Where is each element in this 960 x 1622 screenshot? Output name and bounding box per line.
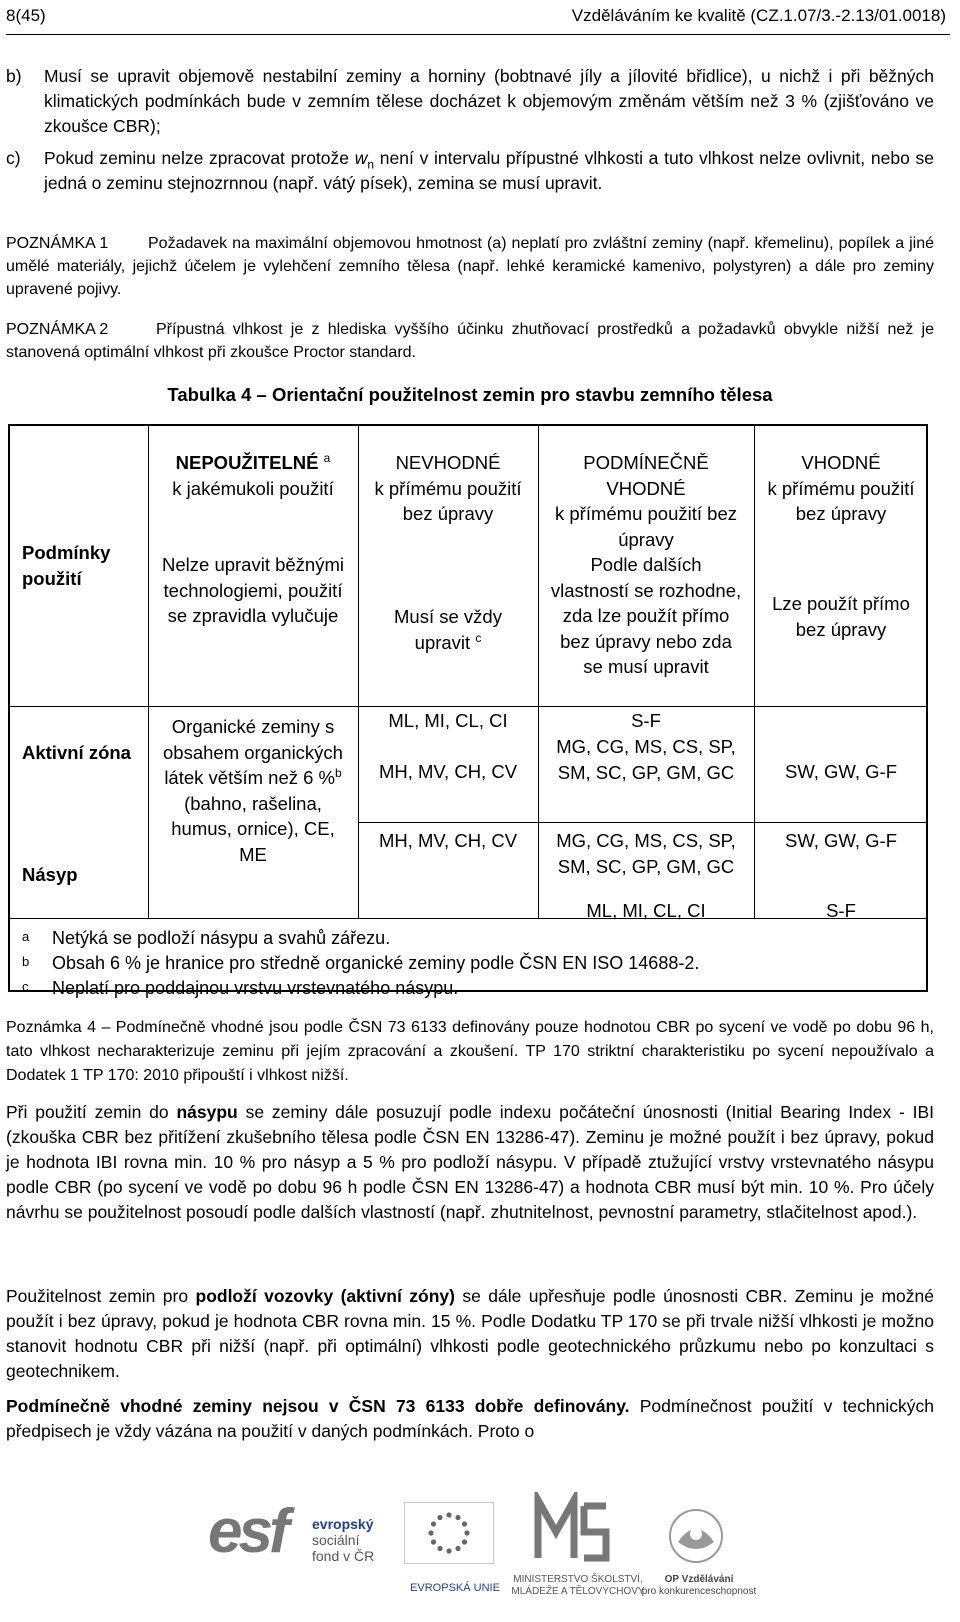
col2-embankment: MH, MV, CH, CV: [378, 830, 518, 851]
col4-condition: Lze použít přímo bez úpravy: [772, 593, 910, 640]
row-divider: [358, 822, 926, 823]
col2-header: NEVHODNÉ k přímému použití bez úpravy: [374, 452, 522, 524]
note-1: [6, 232, 934, 301]
col3-condition: Podle dalších vlastností se rozhodne, zda lze použít přímo bez úpravy nebo zda se musí upravit: [550, 554, 742, 677]
note-2: [6, 318, 934, 364]
col-divider: [538, 426, 539, 918]
note-tag: POZNÁMKA 2: [6, 321, 109, 338]
list-item-c: [6, 146, 934, 196]
col2-active-1: ML, MI, CL, CI: [388, 710, 508, 731]
col1-header: NEPOUŽITELNÉ $^a$ k jakémukoli použití: [172, 450, 334, 499]
col3-header: PODMÍNEČNĚ VHODNÉ k přímému použití bez úpravy: [555, 452, 737, 550]
project-title: Vzděláváním ke kvalitě (CZ.1.07/3.-2.13/01.0018): [571, 6, 946, 25]
col1-soils: Organické zeminy s obsahem organických látek větším než 6 %$^b$ (bahno, rašelina, humus, ornice), CE, ME: [163, 716, 343, 865]
col3-embankment-1: MG, CG, MS, CS, SP, SM, SC, GP, GM, GC: [556, 830, 736, 877]
op-vk-emblem-icon: [668, 1508, 724, 1564]
col-divider: [754, 426, 755, 918]
col4-embankment-2: S-F: [826, 900, 856, 921]
footnote-c: c Neplatí pro poddajnou vrstvu vrstevnatého násypu.: [22, 978, 459, 998]
page-number: 8(45): [6, 6, 46, 25]
list-text: Pokud zeminu nelze zpracovat protože $w_n$ není v intervalu přípustné vlhkosti a tuto vlhkost nelze ovlivnit, nebo se jedná o zeminu stejnozrnnou (např. vátý písek), zemina se musí upravit.: [44, 148, 935, 193]
paragraph-conditional: Podmínečně vhodné zeminy nejsou v ČSN 73 6133 dobře definovány. Podmínečnost použití v technických předpisech je vždy vázána na použití v daných podmínkách. Proto o: [6, 1396, 935, 1441]
col-divider: [358, 426, 359, 918]
esf-logo: esf evropský sociální fond v ČR: [208, 1497, 375, 1566]
eu-logo: EVROPSKÁ UNIE: [390, 1488, 510, 1608]
note-text: Přípustná vlhkost je z hlediska vyššího účinku zhutňovací prostředků a požadavků obvykle nižší než je stanovená optimální vlhkost při zkoušce Proctor standard.: [6, 321, 934, 361]
col2-condition: Musí se vždy upravit $^c$: [394, 606, 502, 653]
paragraph-subgrade: Použitelnost zemin pro podloží vozovky (aktivní zóny) se dále upřesňuje podle únosnosti CBR. Zeminu je možné použít i bez úpravy, pokud je hodnota CBR rovna min. 15 %. Podle Dodatku TP 170 se při trvale nižší vlhkosti je možno stanovit hodnotu CBR při nižší (např. při optimální) vlhkosti podle geotechnického průzkumu nebo po konzultaci s geotechnikem.: [6, 1286, 934, 1381]
col-divider: [148, 426, 149, 918]
col4-active: SW, GW, G-F: [784, 761, 898, 782]
note-text: Požadavek na maximální objemovou hmotnost (a) neplatí pro zvláštní zeminy (např. křemelinu), popílek a jiné umělé materiály, jejichž účelem je vylehčení zemního tělesa (např. lehké keramické kamenivo, polystyren) a dále pro zeminy upravené pojivy.: [6, 235, 934, 298]
header-divider: [6, 34, 950, 35]
list-label: b): [6, 66, 22, 86]
col3-embankment-2: ML, MI, CL, CI: [586, 900, 706, 921]
note-tag: POZNÁMKA 1: [6, 235, 109, 252]
eu-flag-icon: [404, 1502, 494, 1564]
msmt-emblem-icon: [534, 1492, 614, 1562]
col1-condition: Nelze upravit běžnými technologiemi, použití se zpravidla vylučuje: [162, 554, 344, 626]
col3-active-2: MG, CG, MS, CS, SP, SM, SC, GP, GM, GC: [556, 736, 736, 783]
msmt-logo: MINISTERSTVO ŠKOLSTVÍ, MLÁDEŽE A TĚLOVÝCHOVY: [508, 1488, 638, 1612]
row-label-embankment: Násyp: [22, 864, 78, 885]
table-caption: Tabulka 4 – Orientační použitelnost zemin pro stavbu zemního tělesa: [167, 384, 773, 405]
footer-logos: [0, 1468, 960, 1618]
paragraph-embankment: Při použití zemin do násypu se zeminy dále posuzují podle indexu počáteční únosnosti (Initial Bearing Index - IBI (zkouška CBR bez přitížení zkušebního tělesa podle ČSN EN 13286-47). Zeminu je možné použít i bez úpravy, pokud je hodnota IBI rovna min. 10 % pro násyp a 5 % pro podloží násypu. V případě ztužující vrstvy vrstevnatého násypu podle CBR (po sycení ve vodě po dobu 96 h podle ČSN EN 13286-47) a hodnota CBR musí být min. 10 %. Pro účely návrhu se použitelnost posoudí podle dalších vlastností (např. zhutnitelnost, pevnostní parametry, stlačitelnost apod.).: [6, 1102, 935, 1222]
note-4: Poznámka 4 – Podmínečně vhodné jsou podle ČSN 73 6133 definovány pouze hodnotou CBR po sycení ve vodě po dobu 96 h, tato vlhkost necharakterizuje zeminu při jejím zpracování a zkoušení. TP 170 striktní charakteristiku po sycení nepoužívalo a Dodatek 1 TP 170: 2010 připouští i vlhkost nižší.: [6, 1019, 934, 1084]
row-divider: [10, 706, 926, 707]
col4-embankment-1: SW, GW, G-F: [784, 830, 898, 851]
footnote-b: b Obsah 6 % je hranice pro středně organické zeminy podle ČSN EN ISO 14688-2.: [22, 953, 700, 973]
col4-header: VHODNÉ k přímému použití bez úpravy: [767, 452, 915, 524]
row-label-conditions: Podmínky použití: [22, 542, 111, 589]
list-text: Musí se upravit objemově nestabilní zeminy a horniny (bobtnavé jíly a jílovité břidlice), u nichž i při běžných klimatických podmínkách bude v zemním tělese docházet k objemovým změnám větším než 3 % (zjišťováno ve zkoušce CBR);: [44, 66, 934, 136]
col3-active-1: S-F: [631, 710, 661, 731]
usability-table: [8, 424, 928, 998]
row-label-active-zone: Aktivní zóna: [22, 742, 131, 763]
op-vk-logo: OP Vzdělávání pro konkurenceschopnost: [634, 1488, 764, 1612]
col2-active-2: MH, MV, CH, CV: [378, 761, 518, 782]
list-item-b: [6, 64, 934, 139]
footnote-a: a Netýká se podloží násypu a svahů zářezu.: [22, 928, 391, 948]
list-label: c): [6, 148, 21, 168]
